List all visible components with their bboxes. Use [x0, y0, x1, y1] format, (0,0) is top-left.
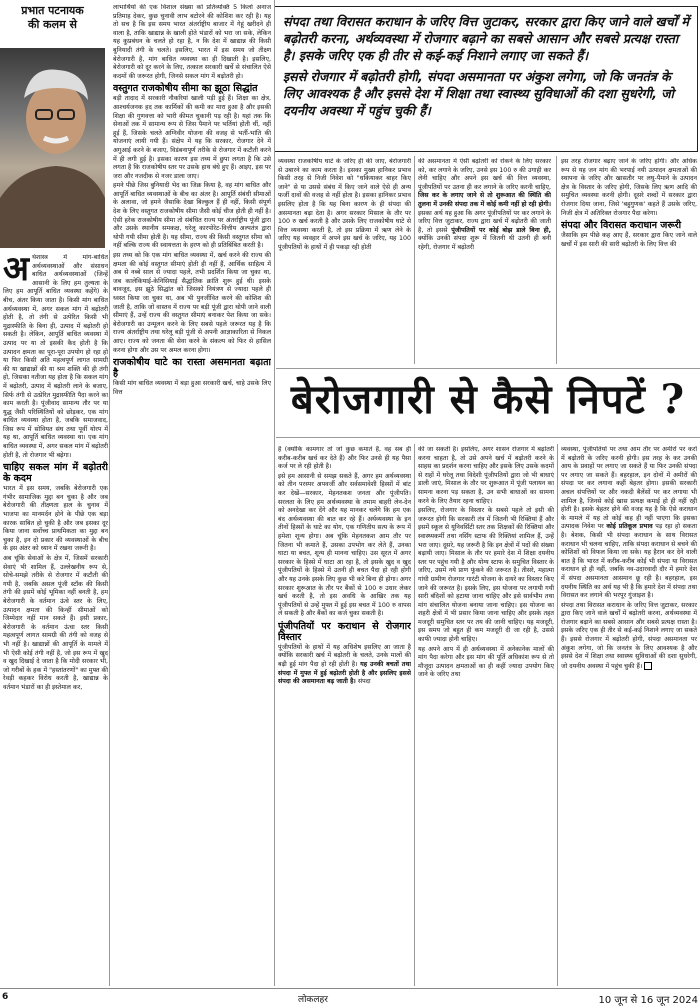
drop-cap: अ — [3, 254, 29, 289]
paragraph: यह अपने आप में ही अर्थव्यवस्था में अनेकानेक मालों की मांग पैदा करेगा और इस मांग की पूर्ति अधिकांश रूप से तो मौजूदा उत्पादन क्षमताओं का ही कहीं ज्यादा उपयोग किए जाने के जरिए तथा — [418, 645, 554, 679]
paragraph: किसी मांग बाधित व्यवस्था में बड़ा हुआ सरकारी खर्च, चाहे उसके लिए वित्त — [113, 380, 271, 396]
author-byline — [0, 0, 105, 48]
highlight-text: जिस कर के लगाए जाने से तो शुरूआत की स्थिति की तुलना में उनकी संपदा तक में कोई कमी नहीं हो रही होगी। — [418, 192, 551, 208]
article-headline: बेरोजगारी से कैसे निपटें ? — [276, 368, 700, 438]
paragraph: की असमानता में ऐसी बढ़ोतरी को रोकने के लिए सरकार को, कर लगाने के जरिए, उनसे इस 100 रु की उगाही कर लेनी चाहिए और अपने इस खर्च की वित्त व्यवस्था, पूंजीपतियों पर उतना ही कर लगाने के जरिए करनी चाहिए, — [418, 158, 551, 191]
paragraph: र्थशास्त्र में मांग-बाधित अर्थव्यवस्थाओं और संसाधन बाधित अर्थव्यवस्थाओं (जिन्हें आसानी के लिए हम तुल्यता के लिए हम आपूर्ति बाधित व्यवस्था कहेंगे) के बीच, अंतर किया जाता है। किसी मांग बाधित अर्थव्यवस्था में, अगर सकल मांग में बढ़ोतरी होती है, तो तंगी से उत्पेरित किसी भी मुद्रास्फीति के बिना ही, उत्पाद में बढ़ोतरी हो सकती है। लेकिन, आपूर्ति बाधित व्यवस्था में उत्पाद पर या तो इसकी कैद होती है कि उत्पादन क्षमता का पूरा-पूरा उपयोग हो रहा हो या फिर किसी अति महत्वपूर्ण लागत सामग्री की या खाद्यान्नों की या श्रम शक्ति की ही तंगी हो, जिसका नतीजा यह होता है कि सकल मांग में बढ़ोतरी, उत्पाद में बढ़ोतरी लाने के बजाए, सिर्फ तंगी से उत्प्रेरित मुद्रास्फीति पैदा करने का काम करती है। पूंजीवाद सामान्य तौर पर या युद्ध जैसी परिस्थितियों को छोड़कर, एक मांग बाधित व्यवस्था होता है, जबकि समाजवाद, जिस रूप में सोवियत संघ तथा पूर्वी योरप में यह था, आपूर्ति बाधित व्यवस्था था। एक मांग बाधित व्यवस्था में, अगर सकल मांग में बढ़ोतरी होती है, तो रोजगार भी बढ़ेगा। — [3, 254, 108, 459]
paragraph: लाभार्थियों की एक विशाल संख्या को प्रतिव्यक्ति 5 किलो अनाज प्रतिमाह देकर, कुछ चुनावी लाभ बटोरने की कोशिश कर रही है। यह तो सच है कि इस समय भारत अंतर्राष्ट्रीय बाजार में गेहूं खरीदने ही वाला है, ताकि खाद्यान्न के खाली होते भंडारों को भरा जा सके, लेकिन यह कुप्रबंधन के चलते हो रहा है, न कि देश में खाद्यान्न की किसी बुनियादी तंगी के चलते। इसलिए, भारत में इस समय जो तीक्ष्ण बेरोजगारी है, मांग बाधित व्यवस्था का ही दिखाती है। इसलिए, बेरोजगारी को दूर करने के लिए, तत्काल सरकारी खर्चे से संचालित ऐसे कदमों की जरूरत होगी, जिनसे सकल मांग में बढ़ोतरी हो। — [113, 4, 271, 80]
column-divider — [109, 250, 110, 986]
paragraph: व्यवस्था राजकोषीय घाटे के जरिए ही की जाए, बेरोजगारी से उबारने का काम करता है। इसका मुख्य हानिकर प्रभाव किसी तरह से निजी निवेश को "धकियाकर बाहर किए जाने" से या उससे संबंध में किए जाने वाले ऐसे ही अन्य फर्जी दावों की वजह से नहीं होता है। इसका हानिकर प्रभाव इसलिए होता है कि यह बिना कारण के ही संपदा की असमानता बढ़ा देता है। अगर सरकार मिसाल के तौर पर 100 रु खर्च करती है और उसके लिए राजकोषीय घाटे से वित्त व्यवस्था करती है, तो इस प्रक्रिया में ऋण लेने के जरिए यह व्यवहार में अपने इस खर्च के जरिए, यह 100 पूंजीपतियों के हाथों में ही पकड़ा रही होती — [278, 158, 411, 251]
page-number: 6 — [2, 992, 9, 1002]
column-divider — [414, 444, 415, 986]
highlight-text: यह उनकी बचतों तथा संपदा में मुफ्त में हुई बढ़ोतरी होती है और इसलिए इससे संपदा की असमानता बढ़ जाती है। — [278, 661, 411, 686]
article-column-1 — [3, 254, 108, 984]
article-column-3 — [278, 158, 411, 362]
paragraph: इसलिए, रोजगार के विस्तार के सबसे पहले तो इसी की जरूरत होगी कि सरकारी तंत्र में जितनी भी रिक्तियां हैं और इसमें स्कूल से यूनिवर्सिटी स्तर तक शिक्षकों की रिक्तियां और स्वास्थ्यकर्मी तथा नर्सिंग स्टाफ की रिक्तियां शामिल हैं, उन्हें भरा जाए। दूसरे, यह जरूरी है कि इन क्षेत्रों में पदों की संख्या बढ़ायी जाए। मिसाल के तौर पर हमारे देश में शिक्षा दयनीय स्तर पर पहुंच गयी है और योग्य स्टाफ के समुचित विस्तार के जरिए, उसमें नये प्राण फूंकने की जरूरत है। तीसरे, महात्मा गांधी ग्रामीण रोजगार गारंटी योजना के दायरे का विस्तार किए जाने की जरूरत है। इसके लिए, इस योजना पर लगायी गयी सारी बंदिशों को हटाया जाना चाहिए और इसे सार्वभौम तथा मांग संचालित योजना बनाया जाना चाहिए। इस योजना का शहरी क्षेत्रों में भी प्रसार किया जाना चाहिए और इसके तहत मजदूरी समुचित स्तर पर तय की जानी चाहिए। यह मजदूरी, इस समय जो बहुत ही कम मजदूरी दी जा रही है, उससे काफी ज्यादा होनी चाहिए। — [418, 507, 554, 644]
paragraph: की जा सकती है। इसलिए, अगर शासन रोजगार में बढ़ोतरी करना चाहता है, तो उसे अपने खर्च में बढ़ोतरी करने के साहस का प्रदर्शन करना चाहिए और इसके लिए उसके कदमों से राहों में घरेलू तथा विदेशी पूंजीपतियों द्वारा जो भी बाधाएं डाली जाएं, मिसाल के तौर पर शुरूआत में पूंजी पलायन का सामना करना पड़ सकता है, उन सभी बाधाओं का सामना करने के लिए तैयार रहना चाहिए। — [418, 446, 554, 505]
issue-date: 10 जून से 16 जून 2024 — [598, 995, 698, 1006]
author-kicker: की कलम से — [28, 18, 77, 31]
paragraph: बड़ी तादाद में सरकारी नौकरियां खाली पड़ी हुई हैं। शिक्षा का क्षेत्र, आश्चर्यजनक हद तक कार्मिकों की कमी का मारा हुआ है और इसकी शिक्षा की गुणवत्ता को भारी कीमत चुकानी पड़ रही है। यहां तक कि सेनाओं तक में सामान्य रूप से जिस पैमाने पर भर्तियां होती थीं, नहीं हुई हैं, जिसके चलते अग्निवीर योजना की वजह से भर्ती-भांति की योजनाएं लायी गयी हैं। संक्षेप में यह कि सरकार, रोजगार देने में अगुआई करने के बजाए, विडंबनापूर्ण तरीके से रोजगार में कटौती करने में ही लगी हुई है। इसका कारण इस तथ्य में छुपा लगता है कि उसे लगता है कि राजकोषीय स्तर पर उसके हाथ बंधे हुए हैं। आइए, इस पर जरा और नजदीक से नजर डाला जाए। — [113, 95, 271, 180]
subheading: संपदा और विरासत कराधान जरूरी — [561, 220, 682, 232]
paragraph: है (क्योंकि कामगार तो जो कुछ कमाते हैं, वह सब ही करीब-करीब खर्च कर देते हैं) और फिर उनसे ही यह पैसा कर्ज पर ले रही होती है। — [278, 446, 411, 471]
paragraph: व्यवस्था, पूंजीपतियों पर तथा आम तौर पर अमीरों पर करों में बढ़ोतरी के जरिए करनी होगी। इस तरह के कर उनकी आय के प्रवाहों पर लगाए जा सकते हैं या फिर उनकी संपदा पर लगाए जा सकते हैं। बहरहाल, इन दोनों में अमीरों की संपदा पर कर लगाना कहीं बेहतर होगा। इसकी सरकारी अचल संपत्तियों पर और नकदी बैलेंसों पर कर लगाया भी शामिल है, जिनसे कोई खास प्रत्यक्ष कमाई हो ही नहीं रही होती है। इसके बेहतर होने की वजह यह है कि ऐसे कराधान के मामले में यह तो कोई कह ही नहीं पाएगा कि इसका उत्पादक निवेश पर — [561, 446, 697, 531]
subheading: चाहिए सकल मांग में बढ़ोतरी के कदम — [3, 462, 108, 485]
highlight-text: पूंजीपतियों पर कोई बोझ डाले बिना ही, — [451, 226, 551, 234]
publication-name: लोकलहर — [298, 995, 328, 1005]
author-name: प्रभात पटनायक — [21, 4, 84, 17]
pull-quote-paragraph: संपदा तथा विरासत कराधान के जरिए वित्त जुटाकर, सरकार द्वारा किए जाने वाले खर्चों में बढ़ोतरी करना, अर्थव्यवस्था में रोजगार बढ़ाने का सबसे आसान और सबसे प्रत्यक्ष रास्ता है। इसके जरिए एक ही तीर से कई-कई निशाने लगाए जा सकते हैं। — [283, 14, 689, 63]
highlight-text: कोई प्रतिकूल प्रभाव — [606, 523, 653, 531]
article-column-5 — [561, 158, 697, 362]
paragraph: भारत में इस समय, जबकि बेरोजगारी एक गंभीर सामाजिक मुद्दा बन चुका है और जब बेरोजगारी की तीक्ष्णता हाल के चुनाव में भाजपा का मानमर्दन होने के पीछे एक बड़ा कारक साबित हो चुकी है और जब इसका दूर किया जाना सर्वोच्च प्राथमिकता का मुद्दा बन चुका है, इन दो प्रकार की व्यवस्थाओं के बीच के इस अंतर को ध्यान में रखना जरूरी है। — [3, 485, 108, 553]
paragraph: इस तरह रोजगार बढ़ाए जाने के जरिए होगी। और अधिक रूप से यह जन मांग की भरपाई नयी उत्पादन क्षमताओं की स्थापना के जरिए और खासतौर पर लघु-पैमाने के उत्पादन क्षेत्र के विस्तार के जरिए होगी, जिसके लिए ऋण आदि की समुचित व्यवस्था करनी होगी। दूसरे शब्दों में सरकार द्वारा रोजगार दिया जाना, जिसे 'बहुगुणक' कहते हैं उसके जरिए, निजी क्षेत्र में अतिरिक्त रोजगार पैदा करेगा। — [561, 158, 697, 217]
article-column-8 — [561, 446, 697, 984]
paragraph: संपदा तथा विरासत कराधान के जरिए वित्त जुटाकर, सरकार द्वारा किए जाने वाले खर्चों में बढ़ोतरी करना, अर्थव्यवस्था में रोजगार बढ़ाने का सबसे आसान और सबसे प्रत्यक्ष रास्ता है। इसके जरिए एक ही तीर से कई-कई निशाने लगाए जा सकते हैं। इससे रोजगार में बढ़ोतरी होगी, संपदा असमानता पर अंकुश लगेगा, जो कि जनतंत्र के लिए आवश्यक है और इससे देश में शिक्षा तथा स्वास्थ्य सुविधाओं की दशा सुधरेगी, जो दयनीय अवस्था में पहुंच चुकी हैं। — [561, 601, 697, 670]
paragraph: इसका अर्थ यह हुआ कि अगर पूंजीपतियों पर कर लगाने के जरिए वित्त जुटाकर, राज्य द्वारा खर्च में बढ़ोतरी की जाती है, तो इससे — [418, 209, 551, 234]
paragraph: जैसाकि हम पीछे कह आए हैं, सरकार द्वारा किए जाने वाले खर्चों में इस सारी की सारी बढ़ोतरी के लिए वित्त की — [561, 232, 697, 248]
paragraph: इसे हम आसानी से समझ सकते हैं, अगर हम अर्थव्यवस्था को तीन परस्पर अपवर्जी और सर्वसमावेशी हिस्सों में बांट कर देखें—सरकार, मेहनतकश जनता और पूंजीपति। सरलता के लिए हम अर्थव्यवस्था के तमाम बाहरी लेन-देन को अनदेखा कर देंगे और यह मानकर चलेंगे कि हम एक बंद अर्थव्यवस्था की बात कर रहे हैं। अर्थव्यवस्था के इन तीनों हिस्सों के घाटे का योग, एक गणितीय सत्य के रूप में हमेशा शून्य होगा। अब चूंकि मेहनतकश आम तौर पर जितना भी कमाते हैं, उसका उपभोग कर लेते हैं, उनका घाटा या बचत, शून्य ही मानना चाहिए। उस सूरत में अगर सरकार के हिस्से में घाटा आ रहा है, तो इसके खुद व खुद पूंजीपतियों के हिस्से में उतनी ही बचत पैदा हो रही होगी और यह उनके इसके लिए कुछ भी करे बिना ही होगा। अगर सरकार शुरूआत के तौर पर बैंकों से 100 रु उधार लेकर खर्च करती है, तो इस अवधि के आखिर तक यह पूंजीपतियों से उन्हें मुफ्त में हुई इस बचत में 100 रु वापस ले सकती है और बैंकों का कर्ज चुका सकती है। — [278, 472, 411, 618]
paragraph: इस तथ्य को कि एक मांग बाधित व्यवस्था में, खर्च करने की राज्य की क्षमता की कोई वस्तुगत सीमाएं होती ही नहीं हैं, आर्थिक साहित्य में अब से नब्बे साल से ज्यादा पहले, तभी प्रदर्शित किया जा चुका था, जब कालेकियाई-केनिसियाई सैद्धांतिक क्रांति शुरू हुई थी। इसके बावजूद, इस झूठे सिद्धांत को जिसको नियंत्रण से ज्यादा पहले ही ध्वस्त किया जा चुका था, अब भी पुनर्जीवित करने की कोशिश की जाती है, ताकि जो वास्तव में राज्य पर बड़ी पूंजी द्वारा थोपी जाने वाली सीमाएं हैं, उन्हें राज्य की वस्तुगत सीमाएं बनाकर पेश किया जा सके। बेरोजगारी का उन्मूलन करने के लिए सबसे पहले जरूरत यह है कि राज्य अंतर्राष्ट्रीय तथा घरेलू बड़ी पूंजी से अपनी आज्ञाकारिता से निकल आए। राज्य को जनता की सेवा करने के संकल्प को फिर से हासिल करना होगा और उस पर अमल करना होगा। — [113, 252, 271, 354]
pull-quote-paragraph: इससे रोजगार में बढ़ोतरी होगी, संपदा असमानता पर अंकुश लगेगा, जो कि जनतंत्र के लिए आवश्यक है और इससे देश में शिक्षा तथा स्वास्थ्य सुविधाओं की दशा सुधरेगी, जो दयनीय अवस्था में पहुंच चुकी हैं। — [283, 69, 674, 118]
author-portrait-illustration — [0, 48, 105, 248]
paragraph: अब चूंकि सेवाओं के क्षेत्र में, जिसमें सरकारी सेवाएं भी शामिल हैं, उल्लेखनीय रूप से, सोचे-समझे तरीके से रोजगार में कटौती की गयी है, जबकि असल पूंजी स्टॉक की किसी तंगी की इसमें कोई भूमिका नहीं बनती है, हम बेरोजगारी के वर्तमान ऊंचे स्तर के लिए, उत्पादन क्षमता की किन्हीं सीमाओं को जिम्मेदार नहीं मान सकते हैं। इसी प्रकार, बेरोजगारी के वर्तमान ऊंचा स्तर किसी महत्वपूर्ण लागत सामग्री की तंगी को वजह से भी नहीं है। खाद्यान्नों की आपूर्ति के मामले में भी ऐसी कोई तंगी नहीं है, जो इस रूप में खुद व खुद दिखाई दे जाता है कि मोदी सरकार भी, जो गरीबों के हक में "हस्तांतरणों" का मुफ्त की रेवड़ी कहकर विरोध करती है, खाद्यान्न के वर्तमान भंडारों का ही इस्तेमाल कर, — [3, 555, 108, 691]
article-column-6 — [278, 446, 411, 984]
subheading: पूंजीपतियों पर कराधान से रोजगार विस्तार — [278, 620, 411, 643]
paragraph: हमने पीछे जिस बुनियादी भेद का जिक्र किया है, वह मांग बाधित और आपूर्ति बाधित व्यवस्थाओं के बीच का अंतर है। आपूर्ति संबंधी सीमाओं के अलावा, जो हमने जैसाकि देखा बिल्कुल हैं ही नहीं, किसी संपूर्ण देश के लिए वस्तुगत राजकोषीय सीमा जैसी कोई चीज होती ही नहीं है। ऐसी हरेक राजकोषीय सीमा तो संबंधित राज्य पर अंतर्राष्ट्रीय पूंजी द्वारा और उसके स्थानीय समकक्ष, घरेलू कारपोरेट-वित्तीय अल्पतंत्र द्वारा थोपी गयी सीमा होती है। यह सीमा, राज्य की किसी वस्तुगत सीमा को नहीं बल्कि राज्य की स्वायत्तता के हरण को ही प्रतिबिंबित करती है। — [113, 182, 271, 250]
page-footer — [0, 988, 700, 1008]
article-column-2 — [113, 4, 271, 984]
end-mark-icon — [644, 662, 652, 670]
subheading: वस्तुगत राजकोषीय सीमा का झूठा सिद्धांत — [113, 83, 258, 95]
column-divider — [557, 444, 558, 986]
pull-quote — [274, 6, 698, 152]
article-column-7 — [418, 446, 554, 984]
column-divider — [274, 0, 275, 986]
paragraph: संपदा — [357, 678, 371, 686]
paragraph: पूंजीपतियों के हाथों में यह अधिशेष इसलिए आ जाता है क्योंकि सरकारी खर्च में बढ़ोतरी के चलते, उनके मालों की बढ़ी हुई मांग पैदा हो रही होती है। — [278, 643, 411, 669]
subheading: राजकोषीय घाटे का रास्ता असमानता बढ़ाता है — [113, 357, 271, 380]
column-divider — [414, 156, 415, 364]
article-column-4 — [418, 158, 551, 362]
paragraph: क्योंकि उनकी संपदा शुरू में जितनी थी उतनी ही बनी रहेगी, रोजगार में बढ़ोतरी — [418, 235, 551, 251]
author-photo — [0, 48, 105, 248]
column-divider — [556, 156, 557, 364]
paragraph: पड़ रहा हो सकता है। बेशक, किसी भी संपदा कराधान के साथ विरासत कराधान भी चलना चाहिए, ताकि संपदा कराधान से बचने की कोशिशों को विफल किया जा सके। यह हैरान कर देने वाली बात है कि भारत में करीब-करीब कोई भी संपदा या विरासत कराधान हो ही नहीं, जबकि नव-उदारवादी दौर में हमारे देश में संपदा असमानता आसमान छू रही है। बहरहाल, इस दयनीय स्थिति का अर्थ यह भी है कि हमारे देश में संपदा तथा विरासत कर लगाने की भरपूर गुंजाइश है। — [561, 523, 697, 600]
